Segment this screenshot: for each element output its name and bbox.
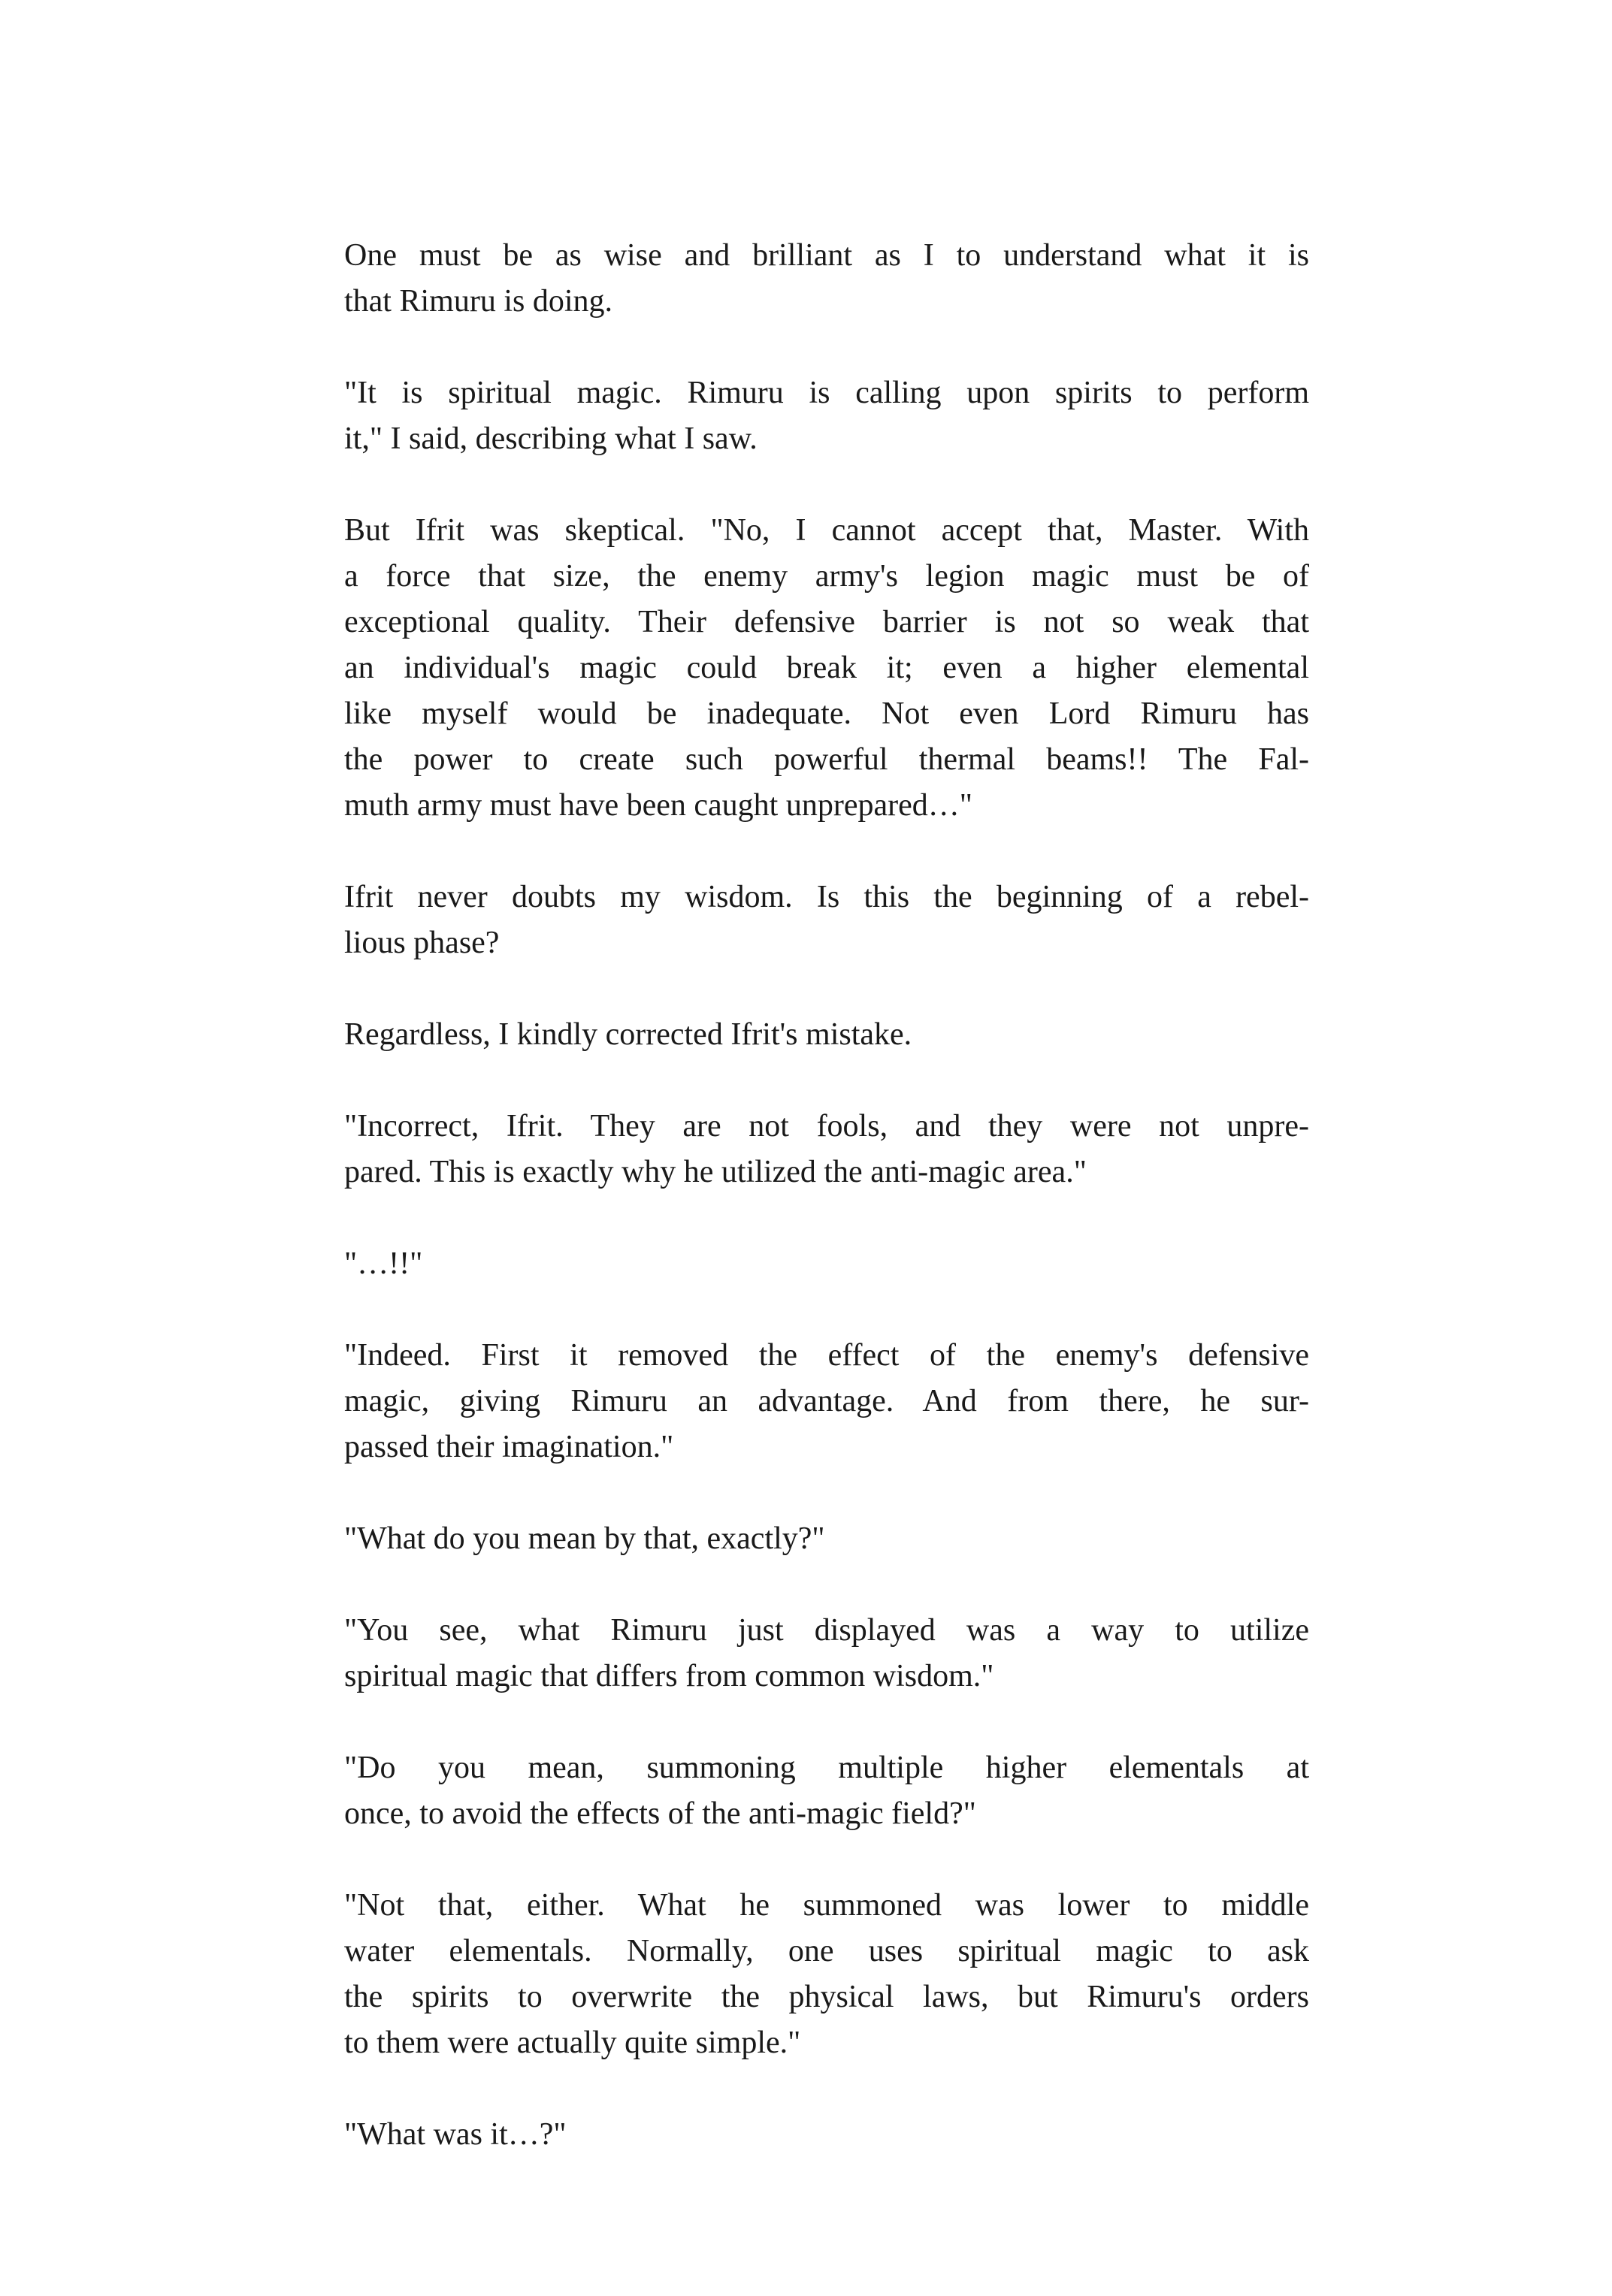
text-line: exceptional quality. Their defensive barrier is not so weak that [344, 605, 1309, 639]
text-line: that Rimuru is doing. [344, 284, 612, 319]
text-line: "Incorrect, Ifrit. They are not fools, and they were not unpre- [344, 1109, 1309, 1143]
text-line: "What do you mean by that, exactly?" [344, 1521, 825, 1556]
text-line: lious phase? [344, 926, 500, 960]
text-line: a force that size, the enemy army's legion magic must be of [344, 559, 1309, 594]
text-line: Regardless, I kindly corrected Ifrit's mistake. [344, 1017, 912, 1052]
paragraph [344, 1333, 1309, 1470]
text-line: muth army must have been caught unprepared…" [344, 788, 972, 823]
paragraph [344, 1516, 1309, 1562]
text-line: One must be as wise and brilliant as I to understand what it is [344, 238, 1309, 273]
text-line: "Do you mean, summoning multiple higher elementals at [344, 1751, 1309, 1785]
text-line: to them were actually quite simple." [344, 2026, 801, 2060]
text-line: But Ifrit was skeptical. "No, I cannot accept that, Master. With [344, 513, 1309, 548]
text-line: once, to avoid the effects of the anti-magic field?" [344, 1796, 976, 1831]
paragraph [344, 1012, 1309, 1058]
text-line: the spirits to overwrite the physical laws, but Rimuru's orders [344, 1980, 1309, 2014]
text-line: it," I said, describing what I saw. [344, 421, 758, 456]
text-line: the power to create such powerful thermal beams!! The Fal- [344, 742, 1309, 777]
paragraph [344, 1241, 1309, 1287]
paragraph [344, 1104, 1309, 1195]
text-line: "Indeed. First it removed the effect of the enemy's defensive [344, 1338, 1309, 1373]
paragraph [344, 370, 1309, 462]
text-line: "Not that, either. What he summoned was lower to middle [344, 1888, 1309, 1923]
text-line: spiritual magic that differs from common wisdom." [344, 1659, 994, 1693]
paragraph [344, 1608, 1309, 1699]
text-line: "What was it…?" [344, 2117, 567, 2152]
text-line: "You see, what Rimuru just displayed was a way to utilize [344, 1613, 1309, 1648]
text-line: an individual's magic could break it; even a higher elemental [344, 651, 1309, 685]
paragraph [344, 875, 1309, 966]
paragraph [344, 508, 1309, 829]
paragraph [344, 233, 1309, 325]
paragraph [344, 1883, 1309, 2066]
text-line: like myself would be inadequate. Not even Lord Rimuru has [344, 696, 1309, 731]
paragraph [344, 1745, 1309, 1837]
paragraph [344, 2112, 1309, 2158]
text-line: passed their imagination." [344, 1430, 674, 1464]
text-line: "…!!" [344, 1246, 423, 1281]
text-line: water elementals. Normally, one uses spiritual magic to ask [344, 1934, 1309, 1968]
text-line: pared. This is exactly why he utilized the anti-magic area." [344, 1155, 1087, 1189]
text-line: magic, giving Rimuru an advantage. And from there, he sur- [344, 1384, 1309, 1418]
text-line: Ifrit never doubts my wisdom. Is this the beginning of a rebel- [344, 880, 1309, 914]
page-text-block [344, 233, 1309, 2158]
text-line: "It is spiritual magic. Rimuru is calling upon spirits to perform [344, 376, 1309, 410]
